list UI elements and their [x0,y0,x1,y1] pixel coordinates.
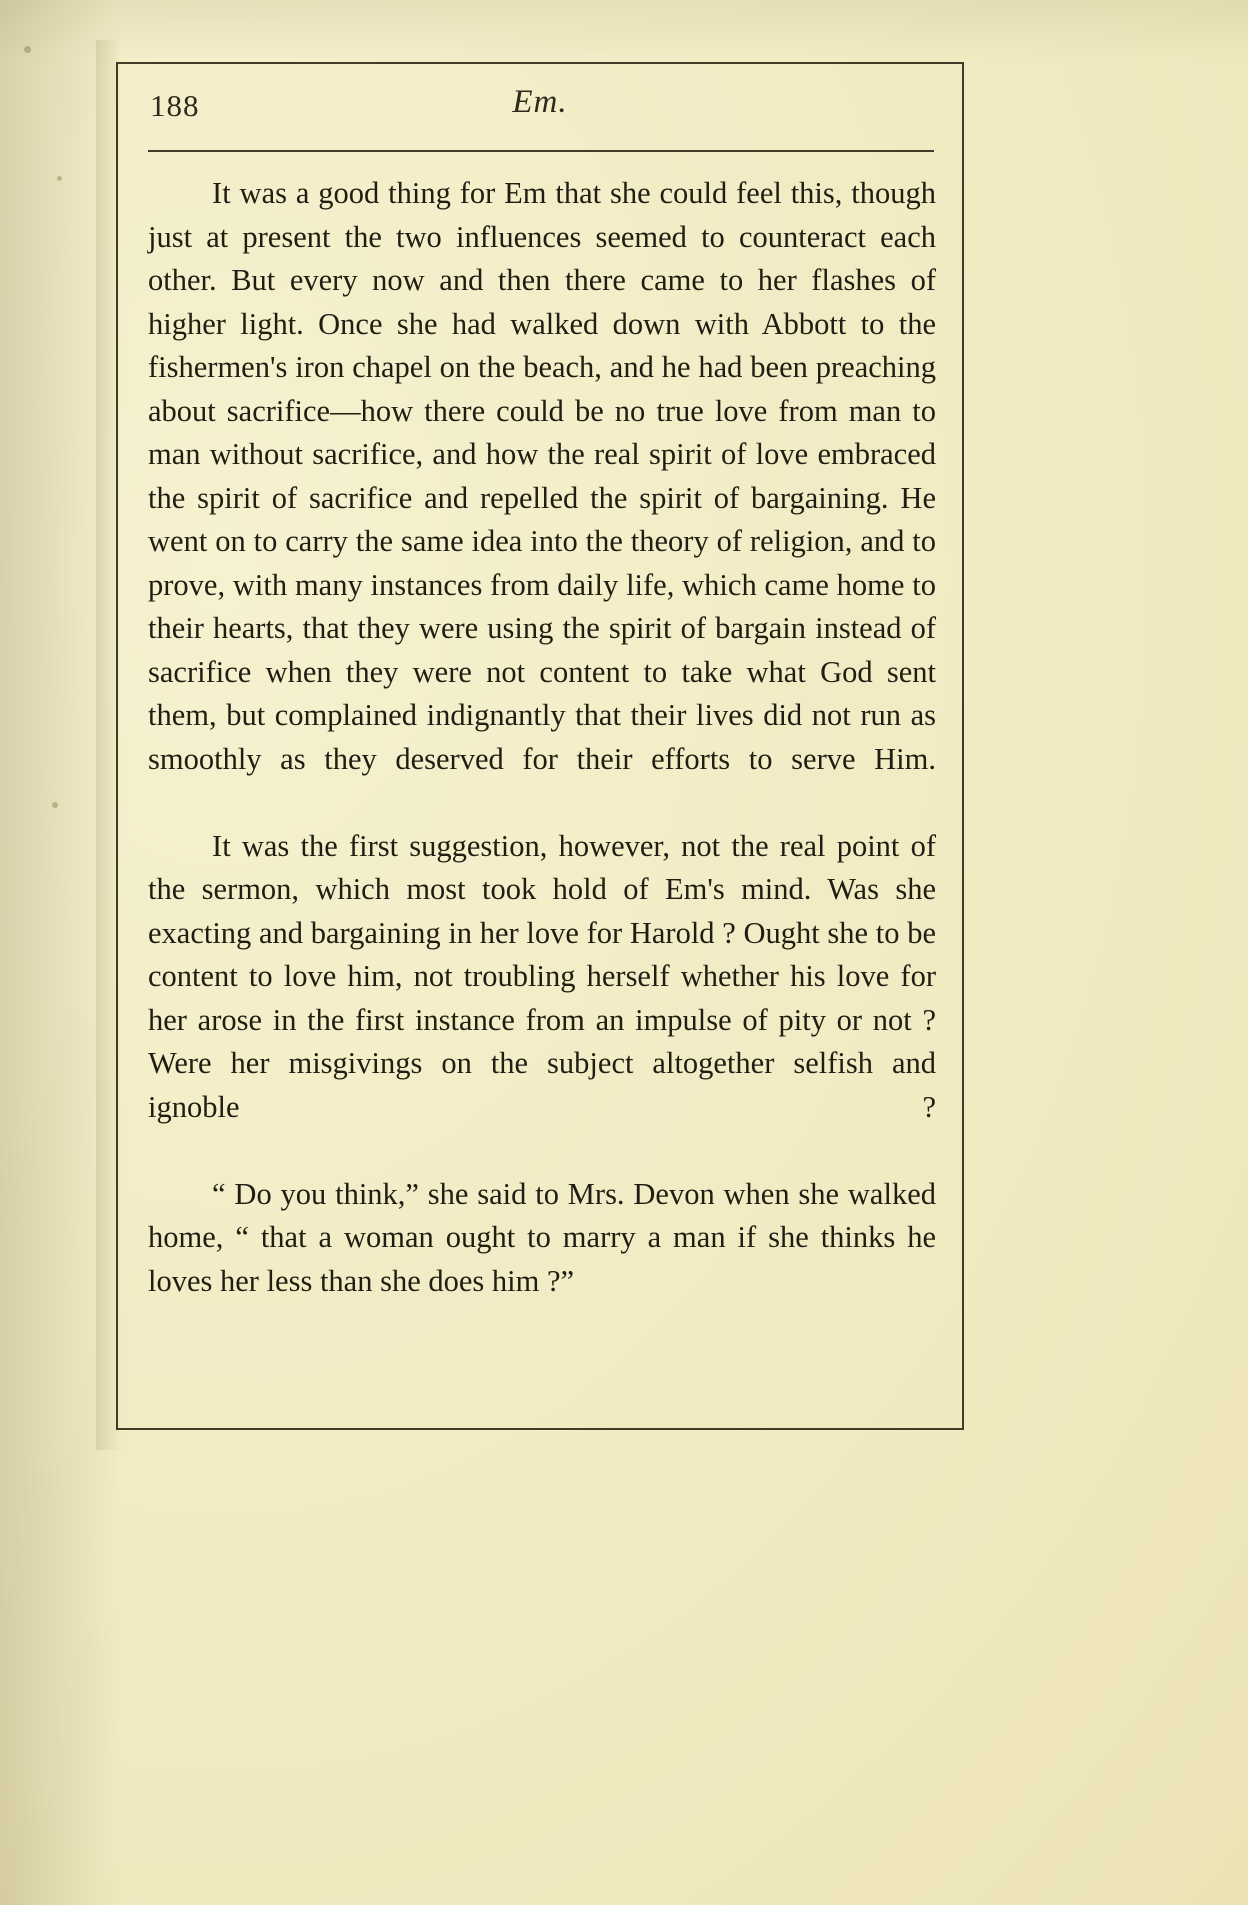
paper-speck [57,176,62,181]
paper-speck [52,802,58,808]
paper-speck [24,46,31,53]
text-block-frame [116,62,964,1430]
paragraph: It was a good thing for Em that she could feel this, though just at present the two influences seemed to counteract each other. But every now and then there came to her flashes of higher light. Once she had walked down with Abbott to the fishermen's iron chapel on the beach, and he had been preaching about sacrifice—how there could be no true love from man to man without sacrifice, and how the real spirit of love embraced the spirit of sacrifice and repelled the spirit of bargaining. He went on to carry the same idea into the theory of religion, and to prove, with many instances from daily life, which came home to their hearts, that they were using the spirit of bargain instead of sacrifice when they were not content to take what God sent them, but complained indignantly that their lives did not run as smoothly as they deserved for their efforts to serve Him. [148,176,936,776]
running-head-title: Em. [512,84,568,120]
header-rule [148,150,934,152]
running-head [118,64,962,148]
paragraph: It was the first suggestion, however, not the real point of the sermon, which most took hold of Em's mind. Was she exacting and bargaining in her love for Harold ? Ought she to be content to love him, not troubling herself whether his love for her arose in the first instance from an impulse of pity or not ? Were her misgivings on the subject altogether selfish and ignoble ? [148,828,936,1124]
paragraph: “ Do you think,” she said to Mrs. Devon when she walked home, “ that a woman ought to marry a man if she thinks he loves her less than she does him ?” [148,1176,936,1298]
page-number: 188 [150,88,200,123]
page-body-text [148,172,936,1303]
